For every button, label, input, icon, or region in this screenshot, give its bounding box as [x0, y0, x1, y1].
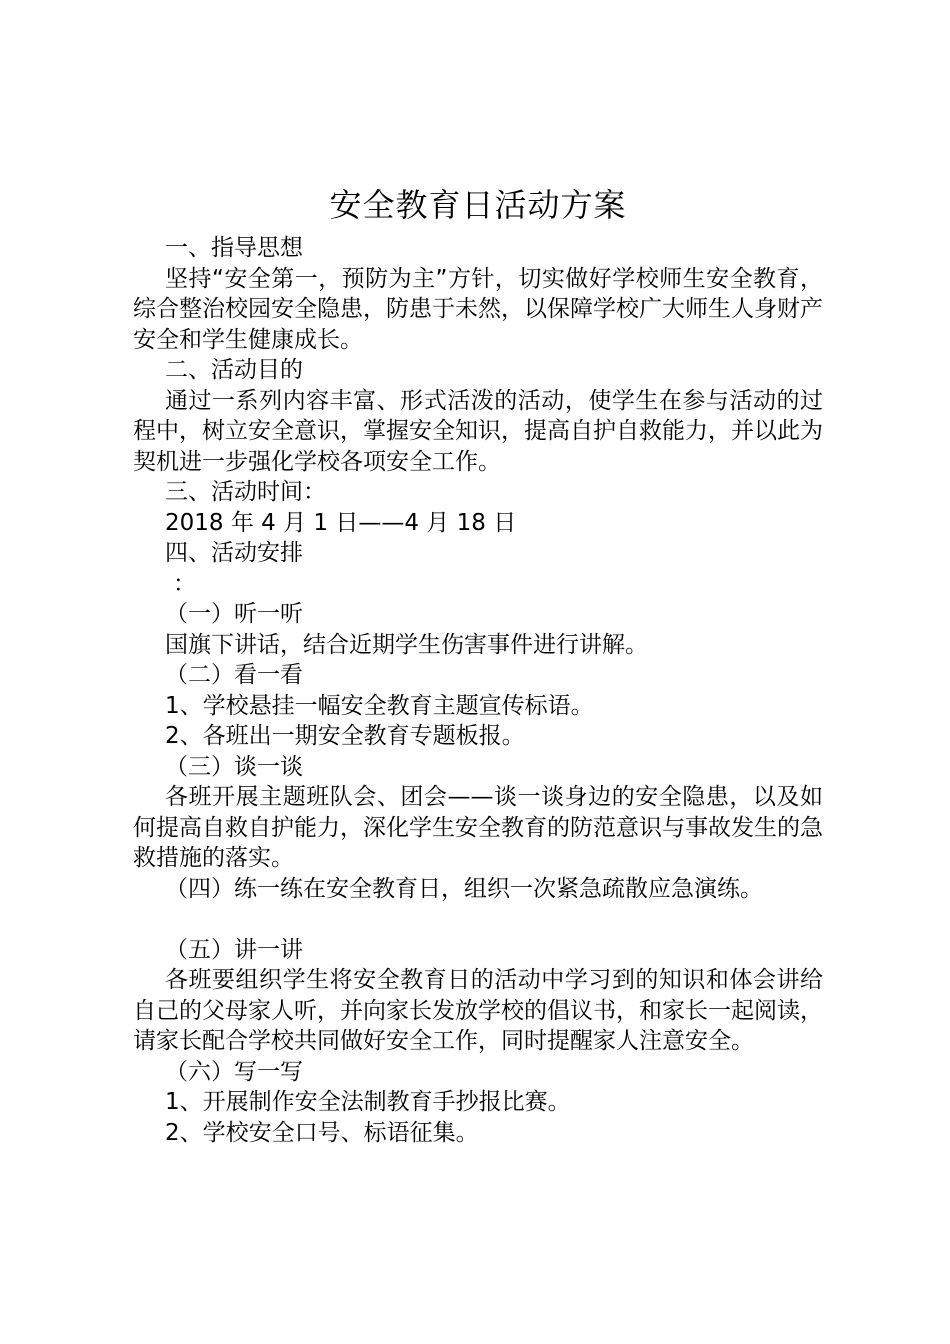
section-body-activity-time: 2018 年 4 月 1 日——4 月 18 日: [165, 509, 517, 536]
subsection-heading-talk: （三）谈一谈: [165, 753, 303, 780]
subsection-heading-watch: （二）看一看: [165, 662, 303, 688]
subsection-practice: （四）练一练在安全教育日，组织一次紧急疏散应急演练。: [165, 875, 763, 902]
section-body-activity-purpose: 通过一系列内容丰富、形式活泼的活动，使学生在参与活动的过程中，树立安全意识，掌握安全知识，提高自护自救能力，并以此为契机进一步强化学校各项安全工作。: [133, 387, 823, 475]
list-item: 1、学校悬挂一幅安全教育主题宣传标语。: [165, 692, 594, 719]
list-item: 2、学校安全口号、标语征集。: [165, 1119, 479, 1146]
subsection-body-talk: 各班开展主题班队会、团会——谈一谈身边的安全隐患，以及如何提高自救自护能力，深化学生安全教育的防范意识与事故发生的急救措施的落实。: [133, 784, 823, 871]
list-item: 2、各班出一期安全教育专题板报。: [165, 723, 525, 749]
blank-line: [133, 904, 823, 935]
section-heading-activity-arrangement: 四、活动安排: [165, 540, 303, 566]
document-title: 安全教育日活动方案: [329, 186, 627, 224]
section-heading-guiding-ideology: 一、指导思想: [165, 235, 303, 261]
subsection-heading-listen: （一）听一听: [165, 601, 303, 627]
list-item: 1、开展制作安全法制教育手抄报比赛。: [165, 1089, 571, 1115]
section-heading-activity-time: 三、活动时间：: [165, 479, 326, 505]
subsection-body-speak: 各班要组织学生将安全教育日的活动中学习到的知识和体会讲给自己的父母家人听，并向家长发放学校的倡议书，和家长一起阅读，请家长配合学校共同做好安全工作，同时提醒家人注意安全。: [133, 967, 823, 1054]
subsection-heading-speak: （五）讲一讲: [165, 936, 303, 963]
subsection-heading-write: （六）写一写: [165, 1058, 303, 1085]
section-heading-activity-purpose: 二、活动目的: [165, 357, 303, 383]
document-page: [133, 181, 823, 1148]
section-body-guiding-ideology: 坚持“安全第一，预防为主”方针，切实做好学校师生安全教育，综合整治校园安全隐患，防患于未然，以保障学校广大师生人身财产安全和学生健康成长。: [133, 265, 823, 353]
subsection-body-listen: 国旗下讲话，结合近期学生伤害事件进行讲解。: [165, 631, 648, 658]
section-colon: ：: [173, 570, 196, 597]
